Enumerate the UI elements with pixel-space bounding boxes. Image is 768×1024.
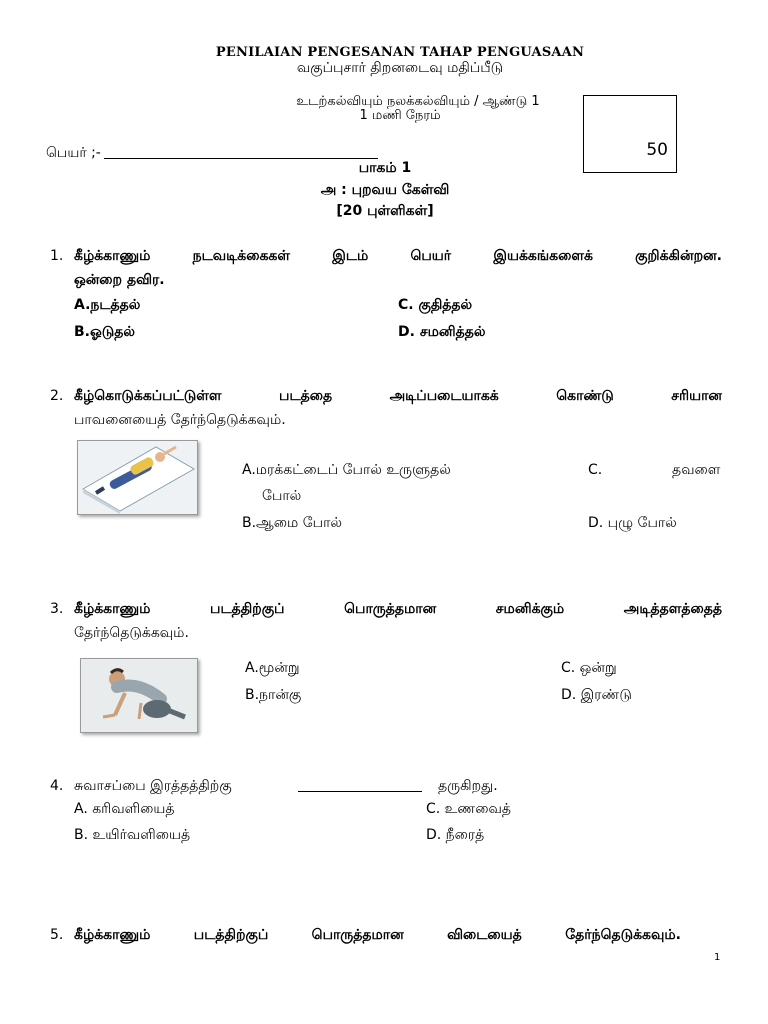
question-4-text-after: தருகிறது. — [438, 778, 498, 794]
question-1-number: 1. — [50, 248, 64, 264]
question-2-number: 2. — [50, 388, 64, 404]
section-part: பாகம் 1 — [358, 160, 412, 176]
question-2-option-c-letter[interactable]: C. — [588, 462, 603, 478]
question-2-option-c[interactable]: தவளை — [672, 462, 721, 478]
question-4-option-d[interactable]: D. நீரைத் — [426, 827, 485, 843]
log-roll-picture — [77, 440, 198, 515]
question-4-number: 4. — [50, 778, 64, 794]
question-4-option-a[interactable]: A. கரிவளியைத் — [74, 801, 175, 817]
question-4-option-b[interactable]: B. உயிர்வளியைத் — [74, 827, 191, 843]
exam-subject: உடற்கல்வியும் நலக்கல்வியும் / ஆண்டு 1 — [296, 94, 540, 109]
question-1-option-d[interactable]: D. சமனித்தல் — [398, 324, 486, 340]
question-1-option-a[interactable]: A.நடத்தல் — [74, 297, 141, 313]
question-3-option-b[interactable]: B.நான்கு — [245, 687, 302, 703]
question-1-option-c[interactable]: C. குதித்தல் — [398, 297, 473, 313]
exam-subtitle: வகுப்புசார் திறனடைவு மதிப்பீடு — [296, 60, 504, 76]
section-type: அ : புறவய கேள்வி — [320, 182, 450, 198]
question-1-text-2: ஒன்றை தவிர. — [74, 272, 165, 288]
question-5-text: கீழ்க்காணும் படத்திற்குப் பொருத்தமான விடையைத் தேர்ந்தெடுக்கவும். — [74, 927, 681, 943]
balance-picture — [80, 658, 198, 733]
question-2-text: கீழ்கொடுக்கப்பட்டுள்ள படத்தை அடிப்படையாகக் கொண்டு சரியான — [74, 388, 722, 404]
question-3-option-c[interactable]: C. ஒன்று — [561, 660, 617, 676]
question-5-number: 5. — [50, 927, 64, 943]
log-roll-illustration — [78, 441, 197, 514]
question-3-option-d[interactable]: D. இரண்டு — [561, 687, 632, 703]
question-1-option-b[interactable]: B.ஓடுதல் — [74, 324, 135, 340]
question-2-option-d[interactable]: D. புழு போல் — [588, 515, 677, 531]
page-number: 1 — [714, 952, 721, 963]
question-4-blank[interactable] — [298, 791, 422, 792]
name-input-line[interactable] — [104, 158, 378, 159]
question-2-option-b[interactable]: B.ஆமை போல் — [242, 515, 343, 531]
question-4-option-c[interactable]: C. உணவைத் — [426, 801, 511, 817]
question-3-text-2: தேர்ந்தெடுக்கவும். — [74, 625, 189, 641]
question-2-option-a[interactable]: A.மரக்கட்டைப் போல் உருளுதல் — [242, 462, 451, 478]
section-marks: [20 புள்ளிகள்] — [336, 203, 434, 219]
question-2-text-2: பாவனையைத் தேர்ந்தெடுக்கவும். — [74, 412, 286, 428]
question-4-text: சுவாசப்பை இரத்தத்திற்கு — [74, 778, 232, 794]
exam-title: PENILAIAN PENGESANAN TAHAP PENGUASAAN — [215, 45, 585, 60]
question-2-option-a-line-2: போல் — [262, 488, 302, 504]
question-3-option-a[interactable]: A.மூன்று — [245, 660, 300, 676]
name-label: பெயர் ;- — [46, 145, 101, 161]
crawling-child-illustration — [81, 659, 197, 732]
question-3-number: 3. — [50, 601, 64, 617]
exam-duration: 1 மணி நேரம் — [359, 108, 441, 123]
question-1-text: கீழ்க்காணும் நடவடிக்கைகள் இடம் பெயர் இயக்கங்களைக் குறிக்கின்றன. — [74, 248, 722, 264]
score-value: 50 — [646, 140, 668, 160]
question-3-text: கீழ்க்காணும் படத்திற்குப் பொருத்தமான சமனிக்கும் அடித்தளத்தைத் — [74, 601, 722, 617]
